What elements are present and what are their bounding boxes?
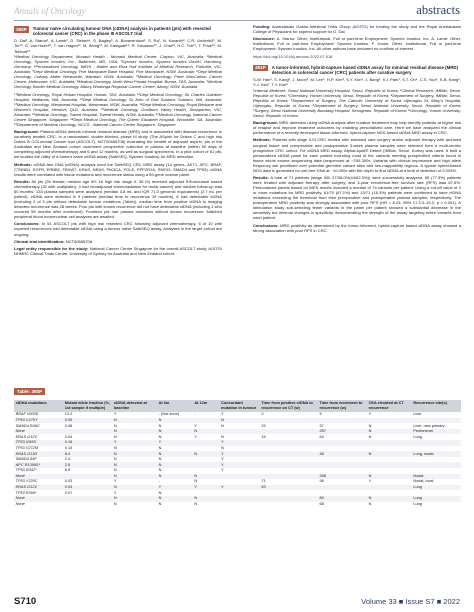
table-cell: 258 — [318, 474, 367, 480]
column-header: CEA elevated at CT recurrence — [367, 400, 412, 412]
table-cell: N — [367, 474, 412, 480]
mutation-cell: TP53 V272M — [15, 445, 39, 450]
column-header: At 12m — [193, 400, 220, 412]
table-cell: 98 — [319, 479, 324, 484]
table-cell: 8.4 — [63, 451, 112, 457]
table-cell: N — [193, 474, 220, 480]
table-cell: 15 — [261, 434, 266, 439]
table-cell: Y — [221, 457, 224, 462]
column-header: Recurrence site(s) — [412, 400, 461, 412]
table-cell: Peritoneum — [412, 429, 461, 435]
mutation-cell: SMAD4 54P — [15, 457, 37, 462]
mutation-cell: None — [14, 429, 63, 435]
affiliations: ¹Medical Oncology Department, Monash Health - Monash Medical Centre, Clayton, VIC, Australia; ²Medical Oncology, Sysmex Inostics, Inc., Baltimore, MD, USA; ³Sysmex Inostics, Sysmex Inostics GmbH, Hamburg, Germany; ⁴Personalised Oncology, WEHI - Walter and Eliza Hall Institute of Medical Research, Parkville, VIC, Australia; ⁵Dept Medical Oncology, Port Macquarie Base Hospital, Port Macquarie, NSW, Australia; ⁶Dept Medical Oncology, Calvary Mater Newcastle, Waratah, NSW, Australia; ⁷Medical Oncology, Peter MacCallum Cancer Centre, Melbourne, VIC, Australia; ⁸Medical Oncology, North West Private Hospital, Burnie, TAS, Australia; ⁹Medical Oncology, Border Medical Oncology, Albury Wodonga Regional Cancer Centre, Albury, NSW, Australia — [14, 54, 222, 90]
table-cell: N — [368, 423, 372, 428]
table-cell: Lung — [413, 501, 422, 506]
mutation-cell: TP53 C275Y — [14, 418, 63, 424]
methods-text: ctDNA-free DNA (cfDNA) analysis used the SafeSEQ CRC MRD assay (14 genes, AKT1, APC, BRAF, CTNNB1, EGFR, ERBB2, FBXW7, KRAS, NRAS, PIK3CA, POLE, PPP2R1A, RNF43, SMAD4 and TP53). ctDNA results were correlated with tissue mutations and recurrence status using a 59-gene custom panel. — [14, 161, 223, 177]
disclosure-label: Disclosure: — [253, 36, 276, 42]
column-header: Time from positive ctDNA to recurrence on CT (w) — [260, 400, 318, 412]
table-cell: N — [113, 501, 117, 506]
table-cell: N — [221, 423, 224, 428]
table-cell — [220, 502, 260, 508]
table-cell: 0.08 — [64, 423, 73, 428]
table-cell: Liver, new primary — [413, 423, 445, 428]
legal-entity-text: National Cancer Centre Singapore for the overall ASCOLT study, AGITG/ NHMRC Clinical Trials Centre, University of Sydney for Australia and New Zealand cohort. — [14, 246, 223, 257]
background-section — [14, 129, 222, 159]
column-header: Mutant allele fraction (%, 1st sample if multiple) — [63, 400, 112, 412]
results-label: Results: — [14, 178, 30, 184]
table-cell: Y — [220, 440, 260, 446]
table-cell — [63, 502, 112, 508]
results-text: All pts (26 female; median age 69; 16 high risk stage II, 35 III) received adjuvant 5-fluorouracil based chemotherapy (32 with oxaliplatin). 4 had neoadjuvant chemoradiation for rectal cancer) and median follow-up was 60 months. 133 plasma samples were analysed (median 3.8 mL and IQR 71.0 genomic equivalents) (2.7 mL per patient). cfDNA were detected in 9 patients (median time to recurrence 19 months), 6 had detectable ctDNA (including 2 of 3 pts without detectable tumour mutations (Table)). median time from positive ctDNA to imaging detected recurrence was 28 weeks. Four pts with known recurrence did not have detectable ctDNA (including 1 who recurred 59 months after enrolment). Fourteen pts had plasma mutations without known recurrence. Matched peripheral blood mononuclear cell analyses are awaited. — [14, 178, 222, 220]
doi-link[interactable]: https://doi.org/10.1016/j.annonc.2022.07.518 — [253, 53, 333, 59]
table-cell: Y — [113, 412, 117, 417]
table-body — [14, 412, 461, 507]
column-header: ctDNA mutations — [14, 400, 63, 412]
table-cell: N — [112, 462, 157, 468]
methods-section — [14, 162, 222, 177]
table-cell: 2.4 — [64, 457, 71, 462]
mutation-cell: TP53 I195S — [14, 440, 63, 446]
table-cell: N — [368, 501, 372, 506]
running-header — [0, 0, 474, 26]
affiliations-continued: ¹⁰Medical Oncology, Royal Hobart Hospital, Hobart, TAS, Australia; ¹¹Dept Medical Oncology, Sir Charles Gairdner Hospital, Nedlands, WA, Australia; ¹²Dept Medical Oncology, St John of God Subiaco, Subiaco, WA, Australia; ¹³Medical Oncology, Westmead Hospital, Westmead, NSW, Australia; ¹⁴Dept Medical Oncology, Royal Brisbane and Women's Hospital, Herston, QLD, Australia; ¹⁵Medical Oncology, Goulburn Valley Health, Shepparton, VIC, Australia; ¹⁶Medical Oncology, Tweed Hospital, Tweed Heads, NSW, Australia; ¹⁷Medical Oncology, National Cancer Centre Singapore, Singapore; ¹⁸Dept Medical Oncology, The Queen Elizabeth Hospital, Woodville, SA, Australia; ¹⁹Department of Medical Oncology, NCCS - National Cancer Centre Singapore, Singapore — [14, 91, 222, 127]
table-cell: N — [157, 429, 193, 435]
table-cell: 53 — [260, 485, 318, 491]
table-cell: N — [194, 501, 198, 506]
table-cell: 0.14 — [64, 445, 73, 450]
table-cell: N — [193, 429, 220, 435]
table-cell — [260, 502, 318, 508]
table-cell: Lung — [412, 485, 461, 491]
table-cell: Y — [220, 485, 260, 491]
table-cell: 0.16 — [63, 440, 112, 446]
table-cell: N — [157, 418, 193, 424]
methods-label: Methods: — [253, 137, 271, 143]
table-cell: 48 — [318, 451, 367, 457]
table-cell: N — [158, 501, 162, 506]
abstract-title: Tumour naïve circulating tumour DNA (ctDNA) analysis in patients (pts) with resected colorectal cancer (CRC) in the phase III ASCOLT trial — [32, 26, 211, 37]
table-cell: N — [113, 423, 117, 428]
results-section — [14, 179, 222, 219]
section-title: abstracts — [416, 3, 460, 17]
table-cell: N — [193, 496, 220, 502]
table-cell: 80 — [318, 496, 367, 502]
table-cell: N — [112, 429, 157, 435]
mutation-cell: None — [14, 474, 63, 480]
table-cell: N — [367, 429, 412, 435]
table-cell: N — [158, 490, 162, 495]
table-cell: 257 — [318, 429, 367, 435]
methods-label: Methods: — [14, 161, 32, 167]
table-cell: N — [113, 445, 117, 450]
table-cell: Y — [220, 451, 260, 457]
mutation-cell: TP53 Y220C — [15, 479, 38, 484]
table-cell: Y — [368, 479, 372, 484]
table-cell: Y — [194, 434, 197, 439]
table-cell: N — [367, 451, 412, 457]
table-cell: Y — [368, 412, 372, 417]
results-text: A total of 71 patients (stage II/III 27/38.0%(44/62.0%)) were successfully analyzed. 55 (77.5%) patients were treated with adjuvant therapy after surgery, and 3-year recurrence-free survival rate (RFS) was 67.5%. Personalized panels based on WES results included a median of 74 variants per patient. Using a cut-off value of 2 or more mutations for MRD positivity, 61/70 (87.1%) and 13/71 (18.3%) patients were confirmed to have ctDNA mutations exceeding the threshold from their preoperative and postoperative plasma samples, respectively. The postoperative MRD positivity was strongly associated with poor RFS (HR = 8.23, 95% CI 3.3–19.1; p < 0.001). A stimulation study sub-selecting fewer variants in the panel per patient showed a substantial decrease in the sensitivity but minimal changes in specificity, demonstrating the strength of the assay targeting entire variants from each patient. — [253, 174, 461, 221]
table-cell: 29 — [261, 423, 266, 428]
table-cell: 0.07 — [64, 490, 73, 495]
background-section — [253, 120, 461, 135]
clinical-trial-label: Clinical trial identification: — [14, 238, 65, 244]
table-cell: 0.05 — [63, 418, 112, 424]
table-cell: N — [112, 418, 157, 424]
conclusions-label: Conclusions: — [14, 221, 40, 227]
table-cell: Y — [221, 412, 224, 417]
legal-entity-label: Legal entity responsible for the study: — [14, 246, 89, 251]
issue-info: Volume 33 ■ Issue S7 ■ 2022 — [361, 597, 460, 606]
table-cell: Y — [194, 423, 197, 428]
table-cell: Y — [220, 462, 260, 468]
table-cell: Lung — [413, 434, 422, 439]
abstract-header-381p — [253, 65, 461, 75]
mutation-cell: BRAF V600E — [15, 412, 39, 417]
abstract-number: 380P — [16, 26, 27, 32]
funding-text: Australasian Gastro-Intestinal Trials Group (AGITG) for funding the study and the Royal Australasian College of Physicians for stipend support for D. Dai. — [253, 24, 461, 35]
column-header: At 6m — [157, 400, 193, 412]
table-cell: N — [113, 457, 117, 462]
table-cell: - — [158, 479, 160, 484]
table-cell: N — [158, 445, 162, 450]
table-cell: N — [113, 468, 117, 473]
table-cell: N — [158, 468, 162, 473]
table-cell: N — [157, 462, 193, 468]
mutation-cell: KRAS G12V — [15, 434, 37, 439]
results-table-block — [14, 380, 461, 507]
methods-section — [253, 137, 461, 172]
table-cell: 0 — [261, 412, 264, 417]
table-cell: 68 — [319, 501, 324, 506]
table-cell: N — [113, 434, 117, 439]
table-cell: Y — [113, 490, 117, 495]
table-cell: Liver — [413, 412, 422, 417]
background-text: MRD detection using ctDNA analysis after curative treatment may help identify patients at higher risk of relapse and improve treatment outcomes by enabling personalized care. Here we have analyzed the clinical performance of a recently developed tissue-informed, hybrid-capture NGS-based ctDNA MRD assay in CRC. — [253, 120, 461, 136]
table-cell: 2.5 — [63, 462, 112, 468]
table-cell: 6.5 — [64, 468, 71, 473]
table-cell: 57 — [319, 423, 324, 428]
table-cell: 64 — [319, 434, 324, 439]
header-rule — [14, 20, 460, 21]
right-column — [253, 24, 461, 235]
table-cell: Nodal — [412, 474, 461, 480]
mutation-cell: TP53 R342* — [15, 468, 37, 473]
author-list: D. Dai¹, A. Starus², A. Lamb³, D. Sisbert⁴, S. Bagley⁵, A. Bonaventura⁶, S. Ra⁷, N. Karanth⁸, C.R. Underhill⁹, M. Tie¹⁰, G. van Hazel¹¹, T. van Hagen¹², M. Wong¹³, M. Eastgate¹⁴, R. Srivastav¹⁵, J. Chia¹⁶, H.C. Toh¹⁷, T. Price¹⁸, M. Tebbutt¹⁹ — [14, 38, 222, 54]
table-cell: Y — [157, 485, 193, 491]
results-label: Results: — [253, 174, 269, 180]
disclosure-section — [253, 36, 461, 51]
column-header: Time from enrolment to recurrence (w) — [318, 400, 367, 412]
table-cell: N — [157, 451, 193, 457]
disclosure-text: A. Starus: Other, Institutional, Full or part-time Employment: Sysmex Inostics, Inc. A. Lamb: Other, Institutional, Full or part-time Employment: Sysmex Inostics. F. Jones: Other, Institutional, Full or part-time Employment: Sysmex Inostics, Inc. All other authors have declared no conflicts of interest. — [253, 36, 461, 52]
table-cell: Y — [112, 440, 157, 446]
table-cell: 13.2 — [64, 412, 73, 417]
mutation-cell: KRAS G13D — [14, 451, 63, 457]
table-cell: Y — [113, 479, 117, 484]
left-column — [14, 24, 222, 258]
table-cell: N — [368, 434, 372, 439]
conclusions-section — [253, 223, 461, 233]
table-cell: N — [112, 474, 157, 480]
table-cell: Y — [221, 468, 224, 473]
conclusions-section — [14, 221, 222, 236]
table-cell: N — [367, 496, 412, 502]
table-cell: N — [112, 485, 157, 491]
table-cell: N — [112, 451, 157, 457]
mutation-cell: KRAS G12V — [14, 485, 63, 491]
table-cell: 0.04 — [63, 485, 112, 491]
funding-label: Funding: — [253, 24, 271, 29]
table-cell: N — [157, 496, 193, 502]
results-table — [14, 400, 461, 507]
background-label: Background: — [14, 129, 39, 135]
table-cell: 71 — [261, 479, 266, 484]
column-header: ctDNA detected at baseline — [112, 400, 157, 412]
abstract-title: A tumor-informed, hybrid-capture based ctDNA assay for minimal residual disease (MRD) detection in colorectal cancer (CRC) patients after curative surgery — [271, 64, 459, 75]
journal-name: Annals of Oncology — [14, 6, 86, 16]
table-row — [14, 502, 461, 508]
mutation-cell: TP53 R306* — [15, 490, 37, 495]
affiliations: ¹Internal Medicine, Seoul National University Hospital, Seoul, Republic of Korea; ²Clinical Research, IMBdx, Seoul, Republic of Korea; ³Chemistry, Yonsei University, Seoul, Republic of Korea; ⁴Department of Surgery, IMBdx, Seoul, Republic of Korea; ⁵Department of Surgery, The Catholic University of Korea Uijeongbu St. Mary's Hospital, Uijeongbu, Republic of Korea; ⁶Department of Surgery, Seoul National University, Seoul, Republic of Korea; ⁷Surgery, Seoul National University Bundang Hospital, Seongnam, Republic of Korea; ⁸Oncology, Yonsei University, Seoul, Republic of Korea — [253, 87, 461, 118]
table-cell: N — [157, 474, 193, 480]
mutation-cell: APC R1399S* — [14, 462, 63, 468]
table-label: Table: 380P — [14, 388, 45, 395]
mutation-cell: None — [15, 501, 25, 506]
methods-text: Patients with stage II-III CRC treated with standard care surgery and/or adjuvant therapy with archived surgical tissue and preoperative and postoperative 3-week plasma samples were selected from a multi-centric prospective CRC cohort. For ctDNA MRD assay, AlphaLiquid® Detect (IMBdx, Seoul, Korea) was used. It built a personalized ctDNA panel for each patient including most of the variants meeting prespecified criteria found in tissue whole exome sequencing data (sequenced at ~200-300x. Variants with clinical importance and high allele frequency are prioritized over potential germline variant sites and low-mappability regions. A typical hybrid-based NGS data is generated for cell-free DNA at ~10,000x with the depth to find ctDNA at a limit of detection of 0.003%. — [253, 137, 462, 173]
conclusions-label: Conclusions: — [253, 222, 279, 228]
column-header: Concordant mutation in tumour — [220, 400, 260, 412]
mutation-cell: None — [14, 496, 63, 502]
conclusions-text: In 51 ASCOLT pts with high risk resected CRC following adjuvant chemotherapy, 6 of 10 with reported recurrences had detectable ctDNA using a tumour naïve SafeSEQ assay. Analyses in the larger cohort are ongoing. — [14, 221, 222, 237]
background-text: Plasma ctDNA detects minimal residual disease (MRD) and is associated with disease recurrence in curatively treated CRC. In a randomised, double-blinded, phase III study (The ASpirin for Dukes C and high risk Dukes B COLorectal Cancer trial (ASCOLT), NCT00565708) evaluating the benefit of adjuvant aspirin, pts in the Australian and New Zealand cohort underwent prospective collection of plasma at baseline (within 90 days of completing adjuvant chemotherapy) and 6 and 12 months, as well as surgical specimens. In a pilot cohort of 51 pts, we studied the utility of a tumour naïve ctDNA assay (SafeSEQ, Sysmex Inostics) for MRD detection. — [14, 129, 223, 160]
page-number: S710 — [14, 596, 37, 607]
abstract-number: 381P — [255, 65, 266, 71]
table-cell: 5 — [319, 412, 322, 417]
table-header-row — [14, 400, 461, 412]
mutation-cell: SMAD4 R49C — [15, 423, 40, 428]
table-cell: N — [158, 423, 162, 428]
author-list: S-W. Han¹, S. Kang², J. Moon³, M. Lee³, H-P. Kim³, S.Y. Kim¹, J. Bang¹, K.I. Park¹, S.T. Oh⁴, C.S. Yoo⁵, S-B. Kang⁶, Y-J. Kim⁷, T.Y. Kim⁸ — [253, 77, 461, 88]
page-footer — [14, 596, 460, 608]
results-section — [253, 175, 461, 220]
clinical-trial-text: NCT00565708. — [65, 238, 94, 244]
clinical-trial-section — [14, 239, 222, 244]
table-cell: Y — [157, 440, 193, 446]
table-cell: N — [194, 479, 198, 484]
table-cell: - (Not done) — [158, 412, 180, 417]
table-cell: Nodal, local — [413, 479, 434, 484]
table-cell: 0.04 — [64, 434, 73, 439]
table-cell: Lung — [412, 496, 461, 502]
table-cell: Y — [193, 485, 220, 491]
legal-entity-section — [14, 246, 222, 256]
table-cell: N — [193, 451, 220, 457]
table-cell: N — [158, 434, 162, 439]
table-cell: N — [221, 434, 224, 439]
table-cell: N — [112, 496, 157, 502]
abstract-header-380p — [14, 26, 222, 36]
funding-section — [253, 24, 461, 34]
table-cell: Lung, nodal — [412, 451, 461, 457]
table-cell: N — [221, 445, 224, 450]
table-cell: 0.03 — [64, 479, 73, 484]
table-cell: - — [194, 412, 196, 417]
table-cell: N — [220, 418, 260, 424]
conclusions-text: MRD positivity as determined by the tumor-informed, hybrid-capture based ctDNA assay showed a strong association with poor RFS in CRC. — [253, 222, 462, 233]
background-label: Background: — [253, 120, 278, 126]
table-cell: N — [158, 457, 162, 462]
